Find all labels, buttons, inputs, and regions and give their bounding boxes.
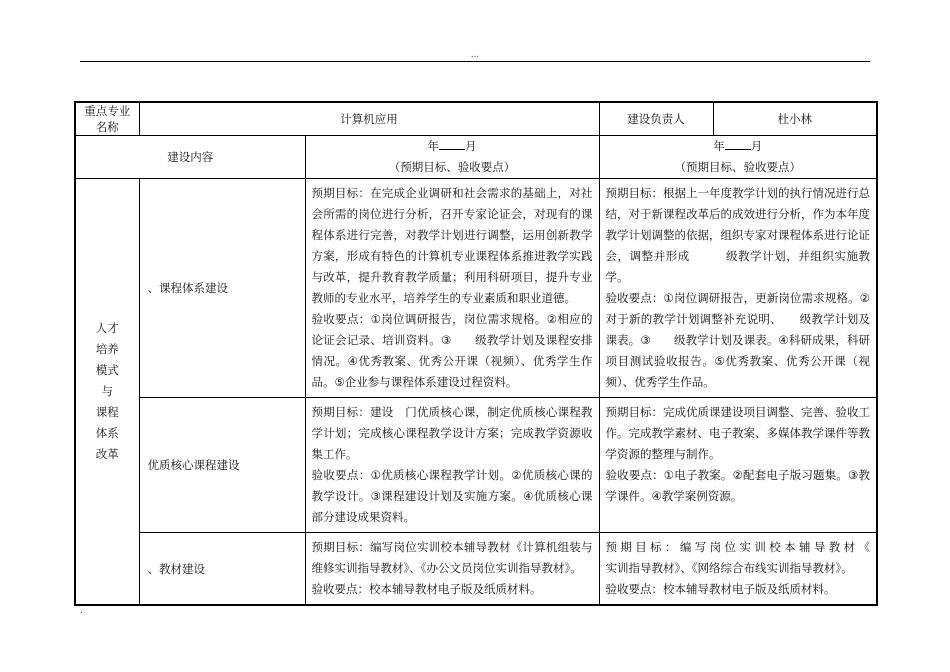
item-plan-col1 <box>305 398 599 533</box>
header-ellipsis: ... <box>470 50 480 60</box>
column2-header <box>599 136 877 179</box>
category-line: 人才 <box>95 321 119 335</box>
plan-goal: 预期目标：建设 门优质核心课，制定优质核心课程教学计划；完成核心课程教学设计方案；完成教学资源收集工作。 <box>311 405 593 461</box>
col2-subtitle: （预期目标、验收要点） <box>674 160 801 174</box>
leader-value: 杜小林 <box>713 102 877 136</box>
category-line: 与 <box>101 384 113 398</box>
item-plan-col1 <box>305 179 599 398</box>
table-row <box>75 398 877 533</box>
col2-month: 月 <box>750 139 763 153</box>
plan-goal: 预期目标：编写岗位实训校本辅导教材《计算机组装与维修实训指导教材》、《办公文员岗位实训指导教材》。 <box>311 540 593 575</box>
plan-acceptance: 验收要点：①优质核心课程教学计划。②优质核心课的教学设计。③课程建设计划及实施方案。④优质核心课部分建设成果资料。 <box>311 468 593 524</box>
item-plan-col2 <box>599 398 877 533</box>
table-row <box>75 179 877 398</box>
plan-acceptance: 验收要点：①电子教案。②配套电子版习题集。③教学课件。④教学案例资源。 <box>605 468 870 503</box>
plan-goal: 预期目标：完成优质课建设项目调整、完善、验收工作。完成教学素材、电子教案、多媒体教学课件等教学资源的整理与制作。 <box>605 405 870 461</box>
header-rule <box>80 61 870 62</box>
col1-blank <box>439 137 465 150</box>
col1-month: 月 <box>465 139 477 153</box>
item-name: 、课程体系建设 <box>139 179 305 398</box>
item-plan-col2 <box>599 533 928 606</box>
plan-goal: 预期目标：编写岗位实训校本辅导教材《 实训指导教材》、《网络综合布线实训指导教材》。 <box>605 540 928 575</box>
plan-acceptance: 验收要点：校本辅导教材电子版及纸质材料。 <box>311 582 542 596</box>
footer-dot: . <box>80 606 83 616</box>
content-label: 建设内容 <box>75 136 305 179</box>
category-line: 改革 <box>95 447 119 461</box>
item-plan-col2 <box>599 179 877 398</box>
table-row <box>75 533 877 606</box>
category-line: 体系 <box>95 426 119 440</box>
category-cell <box>75 179 139 606</box>
col1-subtitle: （预期目标、验收要点） <box>388 160 516 174</box>
plan-goal: 预期目标：在完成企业调研和社会需求的基础上，对社会所需的岗位进行分析，召开专家论证会，对现有的课程体系进行完善，对教学计划进行调整，运用创新教学方案，形成有特色的计算机专业课程体系推进教学实践与改革，提升教育教学质量；利用科研项目，提升专业教师的专业水平，培养学生的专业素质和职业道德。 <box>311 186 593 305</box>
item-plan-col1 <box>305 533 599 606</box>
plan-acceptance: 验收要点：①岗位调研报告，更新岗位需求规格。②对于新的教学计划调整补充说明、 级教学计划及课表。③ 级教学计划及课表。④科研成果，科研项目测试验收报告。⑤优秀教案、优秀公开课（视频）、优秀学生作品。 <box>605 291 870 389</box>
item-name: 、教材建设 <box>139 533 305 606</box>
col2-blank <box>725 137 751 150</box>
category-line: 模式 <box>95 363 119 377</box>
col2-year: 年 <box>713 139 725 153</box>
col1-year: 年 <box>427 139 439 153</box>
major-name-label: 重点专业名称 <box>75 102 139 136</box>
leader-label: 建设负责人 <box>599 102 713 136</box>
construction-plan-table <box>74 101 928 606</box>
major-name-value: 计算机应用 <box>139 102 599 136</box>
plan-goal: 预期目标：根据上一年度教学计划的执行情况进行总结，对于新课程改革后的成效进行分析，作为本年度教学计划调整的依据，组织专家对课程体系进行论证会，调整并形成 级教学计划，并组织实施教学。 <box>605 186 870 284</box>
table-row <box>75 102 877 136</box>
category-line: 课程 <box>95 405 119 419</box>
item-name: 优质核心课程建设 <box>139 398 305 533</box>
category-line: 培养 <box>95 342 119 356</box>
table-row <box>75 136 877 179</box>
plan-acceptance: 验收要点：校本辅导教材电子版及纸质材料。 <box>605 582 836 596</box>
plan-acceptance: 验收要点：①岗位调研报告，岗位需求规格。②相应的论证会记录、培训资料。③ 级教学计划及课程安排情况。④优秀教案、优秀公开课（视频）、优秀学生作品。⑤企业参与课程体系建设过程资料。 <box>311 312 593 389</box>
column1-header <box>305 136 599 179</box>
